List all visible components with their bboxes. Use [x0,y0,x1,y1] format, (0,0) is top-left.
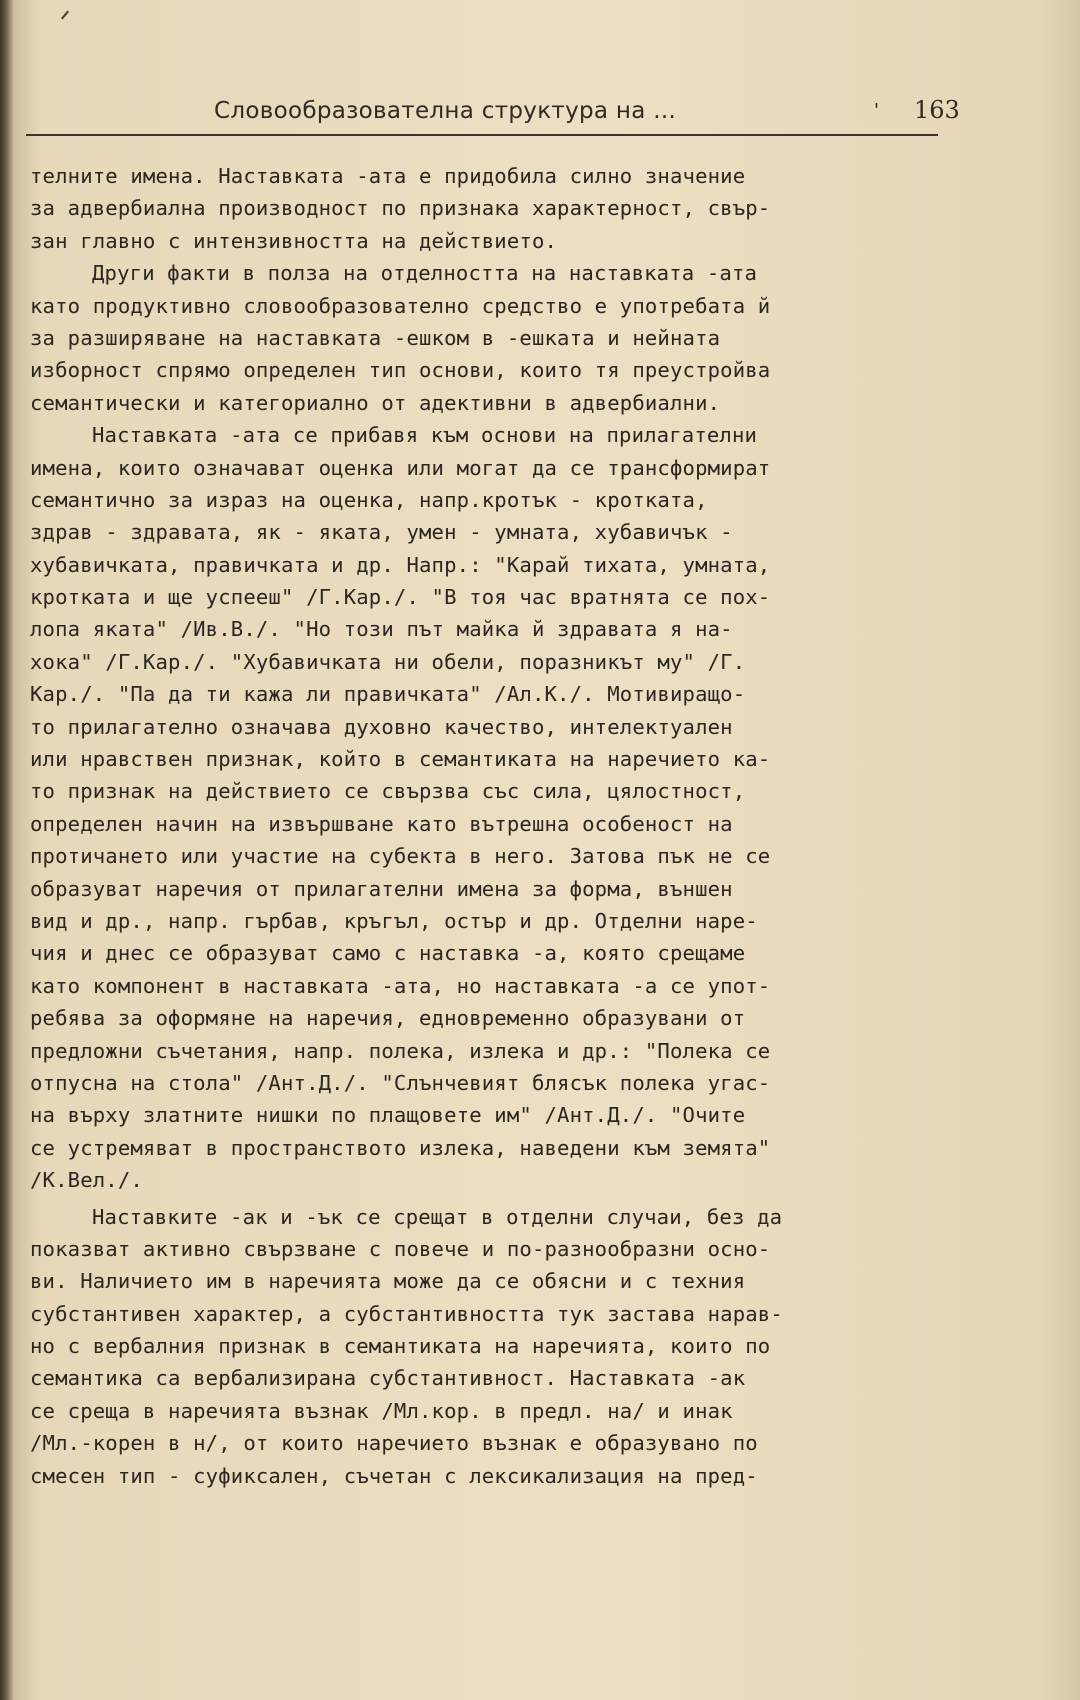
text-line: зан главно с интензивността на действието. [30,228,558,253]
text-line: за разширяване на наставката -ешком в -ешката и нейната [30,325,721,350]
text-line: предложни съчетания, напр. полека, излека и др.: "Полека се [30,1038,771,1063]
text-line: на върху златните нишки по плащовете им" /Ант.Д./. "Очите [30,1103,746,1128]
text-line: образуват наречия от прилагателни имена за форма, външен [30,876,733,901]
page-number: 163 [914,96,960,124]
text-line: семантично за израз на оценка, напр.кротък - кротката, [30,487,708,512]
text-line: /К.Вел./. [30,1168,143,1193]
text-line: телните имена. Наставката -ата е придобила силно значение [30,164,746,188]
text-line: лопа яката" /Ив.В./. "Но този път майка й здравата я на- [30,617,733,642]
text-line: но с вербалния признак в семантиката на наречията, които по [30,1334,771,1359]
text-line: като продуктивно словообразователно средство е употребата й [30,293,771,318]
pencil-mark [61,11,69,20]
text-line: то прилагателно означава духовно качество, интелектуален [30,714,733,739]
text-line: изборност спрямо определен тип основи, които тя преустройва [30,358,771,383]
text-line: кротката и ще успееш" /Г.Кар./. "В тоя час вратнята се пох- [30,585,771,610]
text-line: хубавичката, правичката и др. Напр.: "Карай тихата, умната, [30,552,771,577]
text-line: се устремяват в пространството излека, наведени към земята" [30,1135,771,1160]
text-line: чия и днес се образуват само с наставка -а, която срещаме [30,941,746,966]
text-line: здрав - здравата, як - яката, умен - умната, хубавичък - [30,520,733,545]
text-line: Кар./. "Па да ти кажа ли правичката" /Ал.К./. Мотивиращо- [30,682,746,707]
text-line: ребява за оформяне на наречия, едновременно образувани от [30,1006,746,1031]
text-line: за адвербиална производност по признака характерност, свър- [30,196,771,221]
text-line: като компонент в наставката -ата, но наставката -а се упот- [30,973,771,998]
paragraph-start-line: Наставките -ак и -ък се срещат в отделни случаи, без да [92,1204,783,1229]
text-line: смесен тип - суфиксален, съчетан с лексикализация на пред- [30,1463,758,1488]
text-line: то признак на действието се свързва със сила, цялостност, [30,779,746,804]
running-title: Словообразователна структура на ... [214,98,677,124]
text-line: хока" /Г.Кар./. "Хубавичката ни обели, поразникът му" /Г. [30,649,746,674]
text-line: или нравствен признак, който в семантиката на наречието ка- [30,747,771,772]
text-line: отпусна на стола" /Ант.Д./. "Слънчевият блясък полека угас- [30,1070,771,1095]
paragraph-start-line: Наставката -ата се прибавя към основи на прилагателни [92,423,758,448]
text-line: семантически и категориално от адективни в адвербиални. [30,390,721,415]
text-line: ви. Наличието им в наречията може да се обясни и с техния [30,1269,746,1294]
text-line: се среща в наречията възнак /Мл.кор. в предл. на/ и инак [30,1398,733,1423]
paragraph-start-line: Други факти в полза на отделността на наставката -ата [92,261,758,286]
text-line: вид и др., напр. гърбав, кръгъл, остър и др. Отделни наре- [30,908,758,933]
text-line: показват активно свързване с повече и по-разнообразни осно- [30,1236,771,1261]
text-line: протичането или участие на субекта в него. Затова пък не се [30,844,771,869]
text-line: имена, които означават оценка или могат да се трансформират [30,455,771,480]
text-line: /Мл.-корен в н/, от които наречието възнак е образувано по [30,1431,758,1456]
text-line: субстантивен характер, а субстантивността тук застава нарав- [30,1301,783,1326]
page-header [26,94,960,136]
text-line: семантика са вербализирана субстантивност. Наставката -ак [30,1366,746,1391]
header-tick-mark: ' [874,100,879,121]
body-text [30,160,960,1492]
text-line: определен начин на извършване като вътрешна особеност на [30,811,733,836]
